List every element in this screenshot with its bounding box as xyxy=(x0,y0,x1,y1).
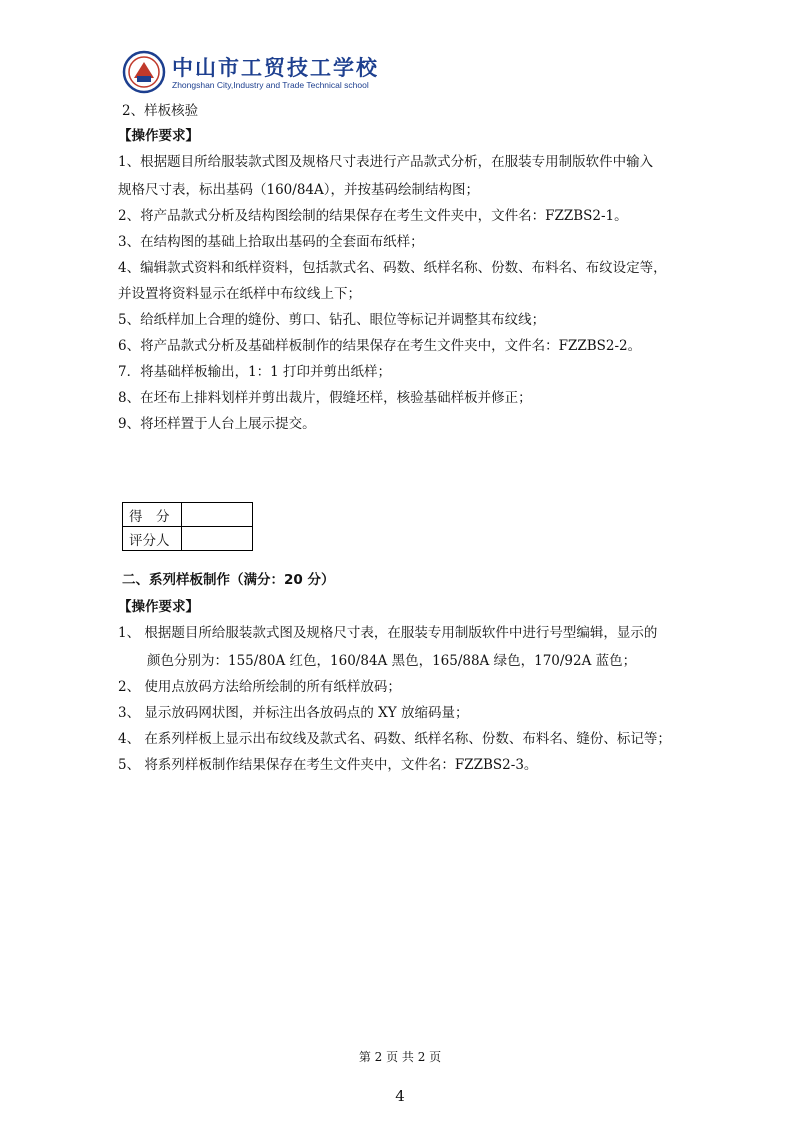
school-logo xyxy=(122,50,379,96)
section2-req-heading: 【操作要求】 xyxy=(118,599,199,615)
score-cell[interactable] xyxy=(182,503,253,527)
section2-item: 3、 显示放码网状图，并标注出各放码点的 XY 放缩码量； xyxy=(118,705,469,721)
score-table xyxy=(122,502,253,551)
section1-item: 7．将基础样板输出，1：1 打印并剪出纸样； xyxy=(118,364,392,380)
section2-item: 4、 在系列样板上显示出布纹线及款式名、码数、纸样名称、份数、布料名、缝份、标记等； xyxy=(118,731,671,747)
grader-cell[interactable] xyxy=(182,527,253,551)
section1-title: 2、样板核验 xyxy=(122,103,199,119)
page-number: 4 xyxy=(395,1087,405,1105)
school-name-en: Zhongshan City,Industry and Trade Technical school xyxy=(172,80,369,90)
page-info: 第 2 页 共 2 页 xyxy=(358,1050,442,1064)
section1-item: 4、编辑款式资料和纸样资料，包括款式名、码数、纸样名称、份数、布料名、布纹设定等， xyxy=(118,260,667,276)
section2-item: 2、 使用点放码方法给所绘制的所有纸样放码； xyxy=(118,679,401,695)
section1-item: 1、根据题目所给服装款式图及规格尺寸表进行产品款式分析，在服装专用制版软件中输入 xyxy=(118,154,654,170)
section1-item: 8、在坯布上排料划样并剪出裁片，假缝坯样，核验基础样板并修正； xyxy=(118,390,532,406)
section2-item: 5、 将系列样板制作结果保存在考生文件夹中，文件名：FZZBS2-3。 xyxy=(118,757,538,773)
section1-item: 2、将产品款式分析及结构图绘制的结果保存在考生文件夹中，文件名：FZZBS2-1。 xyxy=(118,208,628,224)
section1-item: 3、在结构图的基础上拾取出基码的全套面布纸样； xyxy=(118,234,424,250)
section1-req-heading: 【操作要求】 xyxy=(118,128,199,144)
section2-title: 二、系列样板制作（满分：20 分） xyxy=(122,572,335,588)
school-name-cn: 中山市工贸技工学校 xyxy=(172,56,379,80)
section1-item: 规格尺寸表，标出基码（160/84A），并按基码绘制结构图； xyxy=(118,182,479,198)
section1-item: 6、将产品款式分析及基础样板制作的结果保存在考生文件夹中，文件名：FZZBS2-2。 xyxy=(118,338,642,354)
section2-item: 颜色分别为：155/80A 红色，160/84A 黑色，165/88A 绿色，170/92A 蓝色； xyxy=(147,653,637,669)
section1-item: 5、给纸样加上合理的缝份、剪口、钻孔、眼位等标记并调整其布纹线； xyxy=(118,312,546,328)
section1-item: 9、将坯样置于人台上展示提交。 xyxy=(118,416,316,432)
school-seal-icon xyxy=(122,50,166,94)
score-label: 得 分 xyxy=(123,503,182,527)
grader-label: 评分人 xyxy=(123,527,182,551)
section2-item: 1、 根据题目所给服装款式图及规格尺寸表，在服装专用制版软件中进行号型编辑，显示的 xyxy=(118,625,658,641)
section1-item: 并设置将资料显示在纸样中布纹线上下； xyxy=(118,286,361,302)
